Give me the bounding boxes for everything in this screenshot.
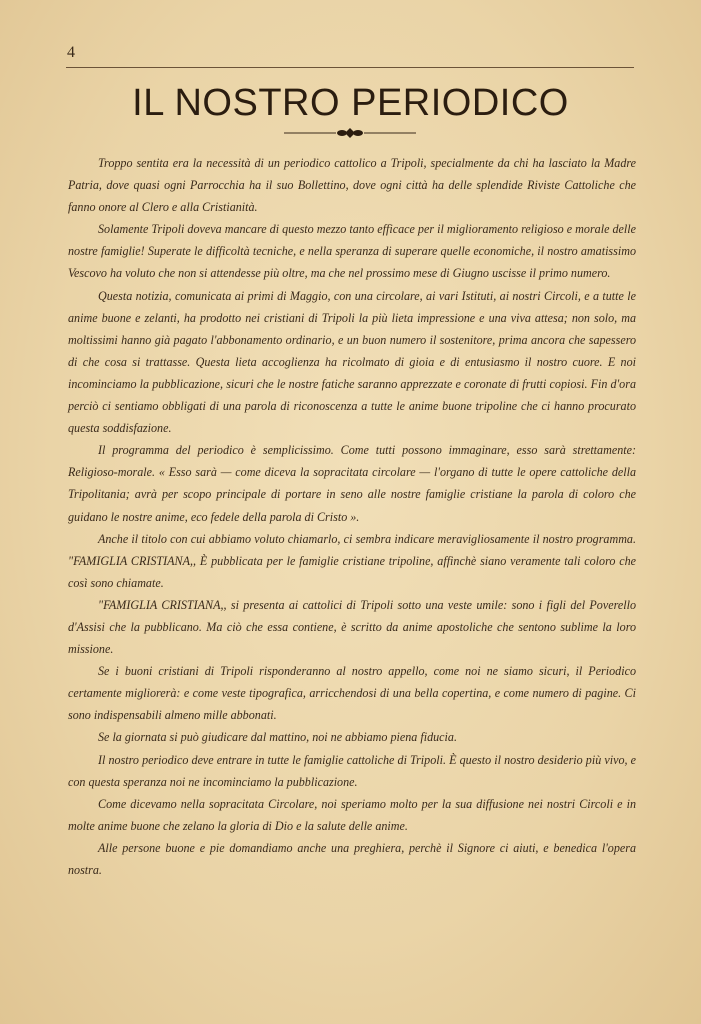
paragraph: Il nostro periodico deve entrare in tutte le famiglie cattoliche di Tripoli. È questo il nostro desiderio più vivo, e con questa speranza noi ne incominciamo la pubblicazione. — [68, 752, 636, 789]
paragraph: Il programma del periodico è semplicissimo. Come tutti possono immaginare, esso sarà strettamente: Religioso-morale. « Esso sarà — come diceva la sopracitata circolare — l'organo di tutte le opere cattoliche della Tripolitania; avrà per scopo principale di portare in seno alle nostre famiglie cristiane la parola di coloro che guidano le nostre anime, eco fedele della parola di Cristo ». — [68, 443, 636, 524]
paragraph: "FAMIGLIA CRISTIANA,, si presenta ai cattolici di Tripoli sotto una veste umile: sono i figli del Poverello d'Assisi che la pubblicano. Ma ciò che essa contiene, è scritto da anime apostoliche che sentono sublime la loro missione. — [68, 597, 636, 657]
article-title: IL NOSTRO PERIODICO — [132, 82, 569, 124]
page-number: 4 — [67, 44, 75, 61]
title-ornament-icon — [280, 125, 420, 141]
paragraph: Questa notizia, comunicata ai primi di Maggio, con una circolare, ai vari Istituti, ai nostri Circoli, e a tutte le anime buone e zelanti, ha prodotto nei cristiani di Tripoli la più lieta impressione e una viva attesa; non solo, ma moltissimi hanno già pagato l'abbonamento ordinario, e un buon numero il sostenitore, prima ancora che sapessero di che cosa si trattasse. Questa lieta accoglienza ha ricolmato di gioia e di entusiasmo il nostro cuore. E noi incominciamo la pubblicazione, sicuri che le nostre fatiche saranno apprezzate e coronate di frutti copiosi. Fin d'ora perciò ci sentiamo obbligati di una parola di riconoscenza a tutte le anime buone tripoline che ci hanno procurato questa soddisfazione. — [68, 288, 636, 436]
paragraph: Troppo sentita era la necessità di un periodico cattolico a Tripoli, specialmente da chi ha lasciato la Madre Patria, dove quasi ogni Parrocchia ha il suo Bollettino, dove ogni città ha delle splendide Riviste Cattoliche che fanno onore al Clero e alla Cristianità. — [68, 156, 636, 215]
paragraph: Alle persone buone e pie domandiamo anche una preghiera, perchè il Signore ci aiuti, e benedica l'opera nostra. — [68, 840, 636, 877]
paragraph: Se la giornata si può giudicare dal mattino, noi ne abbiamo piena fiducia. — [98, 730, 457, 745]
article-body — [68, 152, 636, 881]
paragraph: Anche il titolo con cui abbiamo voluto chiamarlo, ci sembra indicare meravigliosamente il nostro programma. "FAMIGLIA CRISTIANA,, È pubblicata per le famiglie cristiane tripoline, affinchè siano veramente tali coloro che così sono chiamate. — [68, 531, 636, 590]
paragraph: Come dicevamo nella sopracitata Circolare, noi speriamo molto per la sua diffusione nei nostri Circoli e in molte anime buone che zelano la gloria di Dio e la salute delle anime. — [68, 796, 636, 833]
paragraph: Solamente Tripoli doveva mancare di questo mezzo tanto efficace per il miglioramento religioso e morale delle nostre famiglie! Superate le difficoltà tecniche, e nella speranza di superare quelle economiche, il nostro amatissimo Vescovo ha voluto che non si attendesse più oltre, ma che nel prossimo mese di Giugno uscisse il primo numero. — [68, 222, 636, 281]
header-rule — [66, 67, 634, 68]
paragraph: Se i buoni cristiani di Tripoli risponderanno al nostro appello, come noi ne siamo sicuri, il Periodico certamente migliorerà: e come veste tipografica, arricchendosi di una bella copertina, e come numero di pagine. Ci sono indispensabili almeno mille abbonati. — [68, 664, 636, 723]
